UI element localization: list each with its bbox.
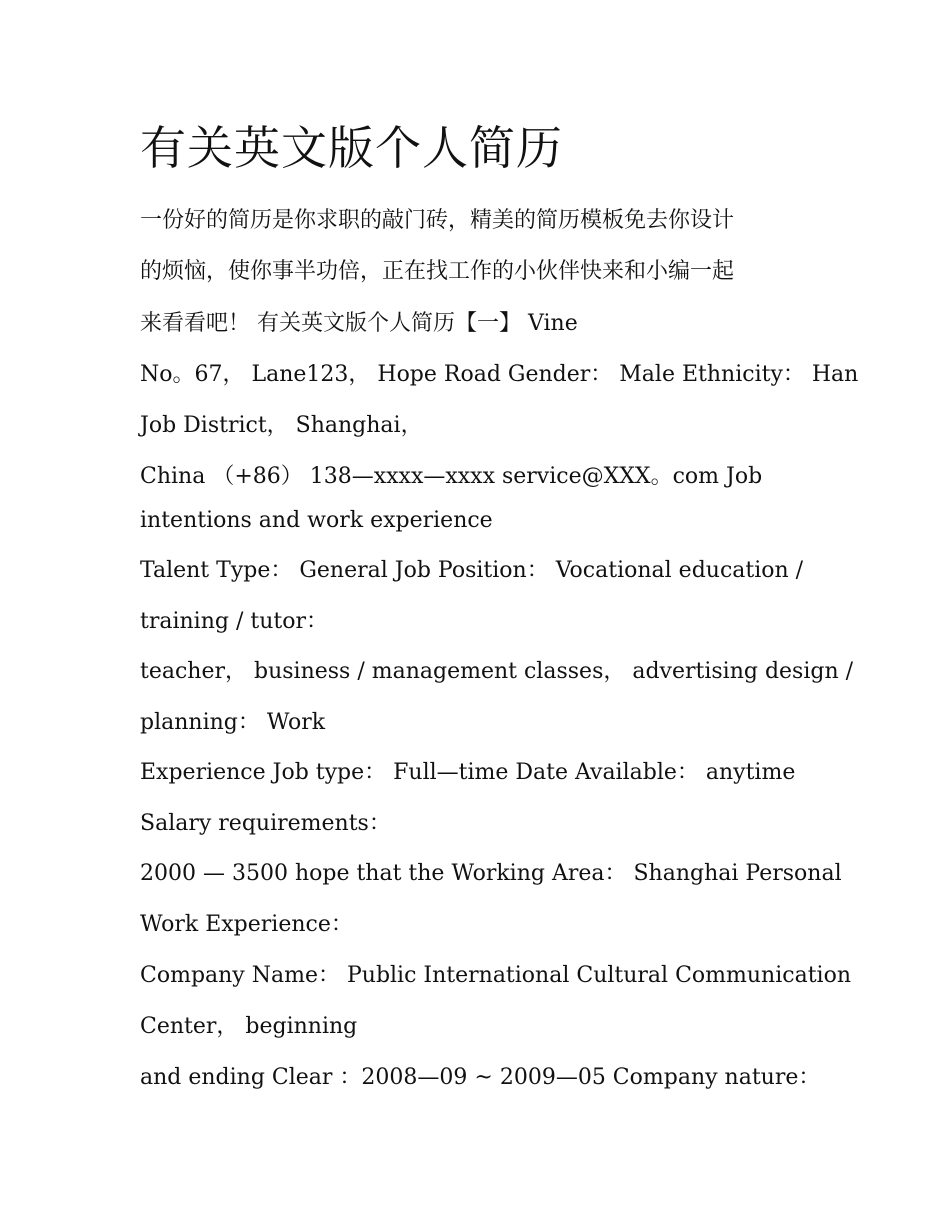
body-line-5: Job District， Shanghai， [140,413,423,438]
body-line-12: Experience Job type： Full—time Date Available： anytime [140,760,796,785]
body-line-14: 2000 — 3500 hope that the Working Area： Shanghai Personal [140,861,842,886]
body-line-7: intentions and work experience [140,508,493,533]
body-line-18: and ending Clear ：2008—09 ~ 2009—05 Company nature： [140,1065,821,1090]
body-line-6: China （+86） 138—xxxx—xxxx service@XXX。com Job [140,464,763,489]
body-line-17: Center， beginning [140,1014,358,1039]
body-line-4: No。67， Lane123， Hope Road Gender： Male Ethnicity： Han [140,362,859,387]
body-line-9: training / tutor： [140,609,328,634]
document-title: 有关英文版个人简历 [140,121,563,175]
body-line-15: Work Experience： [140,912,353,937]
body-line-13: Salary requirements： [140,811,391,836]
body-line-16: Company Name： Public International Cultural Communication [140,963,851,988]
body-line-1: 一份好的简历是你求职的敲门砖，精美的简历模板免去你设计 [140,208,735,233]
body-line-2: 的烦恼，使你事半功倍，正在找工作的小伙伴快来和小编一起 [140,259,735,284]
body-line-11: planning： Work [140,710,326,735]
body-line-10: teacher， business / management classes， advertising design / [140,659,854,684]
body-line-8: Talent Type： General Job Position： Vocational education / [140,558,804,583]
body-line-3: 来看看吧！ 有关英文版个人简历【一】 Vine [140,311,578,336]
